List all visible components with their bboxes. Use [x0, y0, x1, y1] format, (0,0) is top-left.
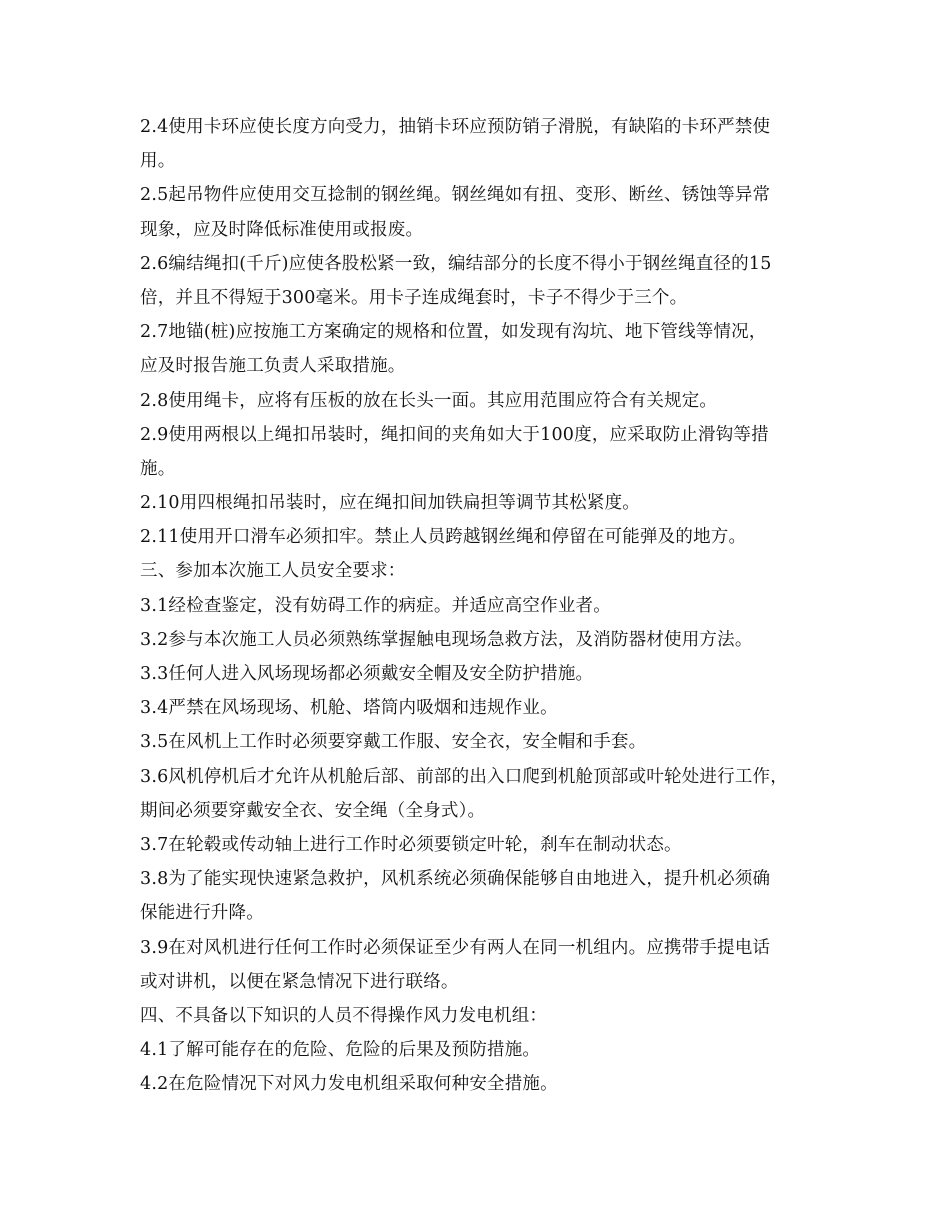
text-line: 3.7在轮毂或传动轴上进行工作时必须要锁定叶轮，刹车在制动状态。	[140, 834, 682, 855]
text-line: 期间必须要穿戴安全衣、安全绳（全身式）。	[140, 800, 486, 821]
text-line: 用。	[140, 151, 176, 172]
text-line: 3.5在风机上工作时必须要穿戴工作服、安全衣，安全帽和手套。	[140, 732, 647, 753]
text-line: 2.11使用开口滑车必须扣牢。禁止人员跨越钢丝绳和停留在可能弹及的地方。	[140, 527, 747, 548]
section-heading: 四、不具备以下知识的人员不得操作风力发电机组：	[140, 1005, 548, 1026]
text-line: 3.8为了能实现快速紧急救护，风机系统必须确保能够自由地进入，提升机必须确	[140, 869, 771, 890]
text-line: 3.4严禁在风场现场、机舱、塔筒内吸烟和违规作业。	[140, 698, 558, 719]
text-line: 2.10用四根绳扣吊装时，应在绳扣间加铁扁担等调节其松紧度。	[140, 493, 640, 514]
text-line: 2.9使用两根以上绳扣吊装时，绳扣间的夹角如大于100度，应采取防止滑钩等措	[140, 424, 769, 445]
text-line: 现象，应及时降低标准使用或报废。	[140, 219, 424, 240]
text-line: 或对讲机，以便在紧急情况下进行联络。	[140, 971, 459, 992]
text-line: 2.6编结绳扣(千斤)应使各股松紧一致，编结部分的长度不得小于钢丝绳直径的15	[140, 253, 772, 274]
text-line: 应及时报告施工负责人采取措施。	[140, 356, 406, 377]
text-line: 4.1了解可能存在的危险、危险的后果及预防措施。	[140, 1040, 541, 1061]
text-line: 3.6风机停机后才允许从机舱后部、前部的出入口爬到机舱顶部或叶轮处进行工作，	[140, 766, 788, 787]
text-line: 4.2在危险情况下对风力发电机组采取何种安全措施。	[140, 1074, 558, 1095]
document-body	[140, 110, 820, 1101]
text-line: 3.3任何人进入风场现场都必须戴安全帽及安全防护措施。	[140, 664, 594, 684]
text-line: 保能进行升降。	[140, 903, 264, 924]
text-line: 施。	[140, 458, 176, 479]
text-line: 2.7地锚(桩)应按施工方案确定的规格和位置，如发现有沟坑、地下管线等情况，	[140, 322, 767, 343]
text-line: 2.4使用卡环应使长度方向受力，抽销卡环应预防销子滑脱，有缺陷的卡环严禁使	[140, 117, 771, 137]
text-line: 3.1经检查鉴定，没有妨碍工作的病症。并适应高空作业者。	[140, 595, 611, 616]
section-heading: 三、参加本次施工人员安全要求：	[140, 561, 406, 582]
text-line: 3.2参与本次施工人员必须熟练掌握触电现场急救方法，及消防器材使用方法。	[140, 629, 753, 650]
text-line: 3.9在对风机进行任何工作时必须保证至少有两人在同一机组内。应携带手提电话	[140, 937, 771, 958]
text-line: 2.8使用绳卡，应将有压板的放在长头一面。其应用范围应符合有关规定。	[140, 390, 718, 411]
text-line: 倍，并且不得短于300毫米。用卡子连成绳套时，卡子不得少于三个。	[140, 287, 688, 308]
text-line: 2.5起吊物件应使用交互捻制的钢丝绳。钢丝绳如有扭、变形、断丝、锈蚀等异常	[140, 185, 771, 206]
